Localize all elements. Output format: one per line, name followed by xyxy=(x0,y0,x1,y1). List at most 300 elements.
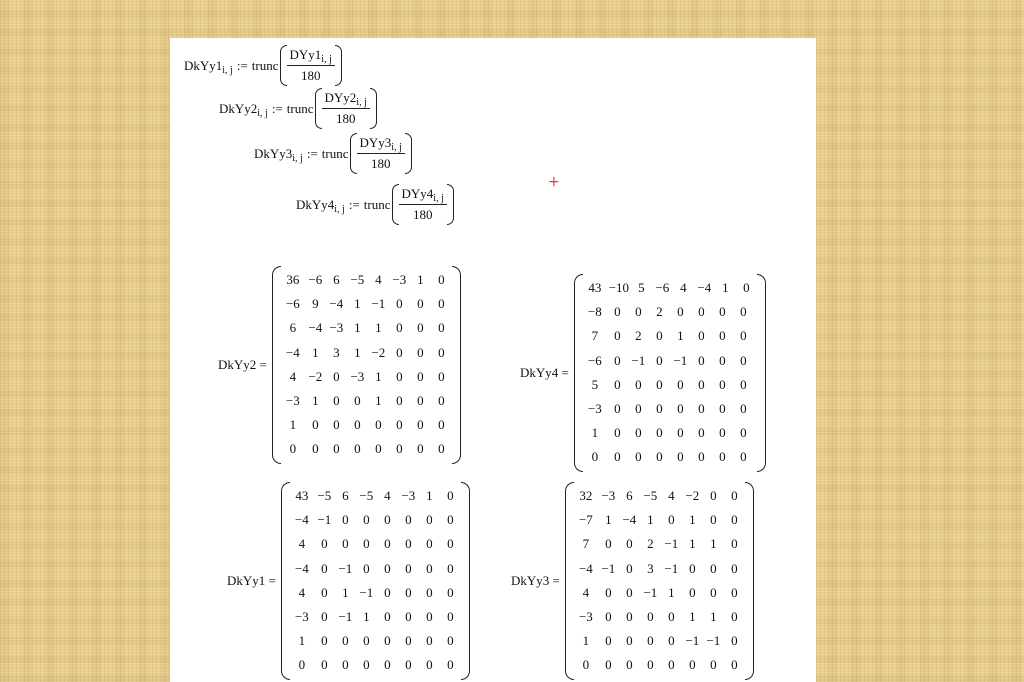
matrix-cell: 0 xyxy=(635,425,642,441)
formula-dkyy1 xyxy=(184,45,342,86)
matrix-cell: 0 xyxy=(396,368,403,384)
matrix-cell: 5 xyxy=(591,376,599,392)
matrix-cell: 43 xyxy=(295,488,309,504)
matrix-cell: 1 xyxy=(312,344,319,360)
matrix-row xyxy=(290,532,461,556)
matrix-cell: 0 xyxy=(743,280,750,296)
matrix-label: DkYy4 = xyxy=(520,364,569,380)
function-parens xyxy=(350,133,412,174)
matrix-cell: 1 xyxy=(689,536,696,552)
matrix-cell: 0 xyxy=(605,633,612,649)
denominator: 180 xyxy=(412,207,433,222)
matrix-cell: −3 xyxy=(329,320,344,336)
assign-operator: := xyxy=(271,100,283,116)
matrix-cell: 1 xyxy=(710,609,717,625)
matrix-cell: 0 xyxy=(698,304,705,320)
matrix-cell: 1 xyxy=(689,512,696,528)
matrix-row xyxy=(574,581,745,605)
matrix-cell: 0 xyxy=(405,657,412,673)
matrix-cell: 0 xyxy=(710,560,717,576)
matrix-cell: 0 xyxy=(677,304,684,320)
matrix-row xyxy=(574,605,745,629)
matrix-cell: 0 xyxy=(614,304,621,320)
matrix-cell: 0 xyxy=(698,328,705,344)
matrix-cell: 0 xyxy=(405,633,412,649)
matrix-row xyxy=(583,349,757,373)
fraction xyxy=(321,88,371,129)
matrix-cell: 1 xyxy=(363,609,370,625)
denominator: 180 xyxy=(300,68,321,83)
matrix-cell: −4 xyxy=(308,320,323,336)
matrix-cell: 0 xyxy=(438,296,445,312)
matrix-cell: −3 xyxy=(578,609,593,625)
matrix-cell: 0 xyxy=(614,352,621,368)
matrix-cell: 2 xyxy=(635,328,642,344)
matrix-cell: 0 xyxy=(438,441,445,457)
matrix-cell: 0 xyxy=(614,425,621,441)
matrix-cell: 0 xyxy=(363,512,370,528)
matrix-cell: 0 xyxy=(698,449,705,465)
matrix-cell: 0 xyxy=(333,368,340,384)
function-name: trunc xyxy=(363,196,391,212)
matrix-cell: 4 xyxy=(289,368,297,384)
denominator: 180 xyxy=(335,111,356,126)
matrix-cell: 0 xyxy=(689,560,696,576)
matrix-cell: −1 xyxy=(601,560,616,576)
matrix-cell: 0 xyxy=(740,425,747,441)
matrix-cell: 0 xyxy=(656,449,663,465)
matrix-cell: 0 xyxy=(426,560,433,576)
matrix-cell: 1 xyxy=(342,584,349,600)
matrix-cell: 0 xyxy=(405,536,412,552)
worksheet xyxy=(170,38,816,682)
function-parens xyxy=(392,184,454,225)
matrix-cell: 0 xyxy=(354,441,361,457)
matrix-row xyxy=(290,557,461,581)
matrix-cell: −2 xyxy=(371,344,386,360)
matrix-cell: 1 xyxy=(354,344,361,360)
matrix-cell: −6 xyxy=(308,272,323,288)
matrix-cell: 0 xyxy=(656,328,663,344)
matrix-cell: 0 xyxy=(710,512,717,528)
matrix-cell: 0 xyxy=(438,393,445,409)
numerator-index: i, j xyxy=(321,54,332,65)
formula-index: i, j xyxy=(257,107,268,119)
matrix-row xyxy=(290,508,461,532)
fraction xyxy=(286,45,336,86)
matrix-cell: 32 xyxy=(579,488,593,504)
matrix-cell: 0 xyxy=(710,584,717,600)
matrix-cell: 0 xyxy=(447,536,454,552)
numerator-index: i, j xyxy=(356,97,367,108)
matrix-body xyxy=(272,266,461,464)
function-name: trunc xyxy=(286,100,314,116)
matrix-cell: 1 xyxy=(689,609,696,625)
matrix-dkyy1 xyxy=(227,482,470,680)
matrix-cell: 6 xyxy=(289,320,297,336)
matrix-cell: 0 xyxy=(384,657,391,673)
matrix-cell: −5 xyxy=(317,488,332,504)
matrix-cell: 0 xyxy=(447,488,454,504)
matrix-cell: −6 xyxy=(587,352,602,368)
formula-name: DkYy2 xyxy=(219,100,258,116)
matrix-cell: 1 xyxy=(375,393,382,409)
matrix-cell: 0 xyxy=(719,352,726,368)
matrix-cell: 0 xyxy=(719,328,726,344)
matrix-cell: 0 xyxy=(740,376,747,392)
matrix-cell: 0 xyxy=(698,352,705,368)
formula-dkyy4 xyxy=(296,184,454,225)
matrix-cell: 0 xyxy=(626,633,633,649)
matrix-row xyxy=(574,484,745,508)
matrix-row xyxy=(574,532,745,556)
matrix-row xyxy=(281,413,452,437)
matrix-cell: 0 xyxy=(731,560,738,576)
matrix-cell: 0 xyxy=(677,449,684,465)
matrix-cell: 0 xyxy=(668,609,675,625)
matrix-cell: 0 xyxy=(363,633,370,649)
matrix-cell: 0 xyxy=(405,609,412,625)
matrix-cell: 0 xyxy=(396,441,403,457)
matrix-cell: 0 xyxy=(635,401,642,417)
matrix-cell: −4 xyxy=(622,512,637,528)
matrix-cell: 0 xyxy=(375,441,382,457)
denominator: 180 xyxy=(370,156,391,171)
matrix-cell: 0 xyxy=(731,657,738,673)
matrix-row xyxy=(281,365,452,389)
matrix-cell: 0 xyxy=(731,512,738,528)
matrix-cell: −1 xyxy=(359,584,374,600)
matrix-cell: −1 xyxy=(631,352,646,368)
numerator-index: i, j xyxy=(391,142,402,153)
matrix-cell: 0 xyxy=(647,609,654,625)
matrix-cell: 0 xyxy=(719,449,726,465)
matrix-cell: 5 xyxy=(638,280,645,296)
matrix-cell: −4 xyxy=(294,560,309,576)
matrix-cell: 0 xyxy=(417,296,424,312)
matrix-row xyxy=(281,389,452,413)
matrix-cell: 0 xyxy=(342,657,349,673)
matrix-row xyxy=(281,268,452,292)
matrix-cell: 0 xyxy=(591,449,599,465)
function-parens xyxy=(280,45,342,86)
matrix-cell: 0 xyxy=(605,657,612,673)
matrix-cell: 0 xyxy=(396,393,403,409)
matrix-cell: 0 xyxy=(447,609,454,625)
matrix-cell: 0 xyxy=(321,657,328,673)
matrix-cell: 0 xyxy=(342,633,349,649)
matrix-cell: 0 xyxy=(656,425,663,441)
matrix-cell: 6 xyxy=(333,272,340,288)
matrix-cell: −1 xyxy=(317,512,332,528)
matrix-cell: 0 xyxy=(426,536,433,552)
matrix-cell: 1 xyxy=(375,320,382,336)
matrix-cell: 0 xyxy=(342,536,349,552)
matrix-cell: 0 xyxy=(447,657,454,673)
matrix-cell: 1 xyxy=(668,584,675,600)
matrix-cell: 0 xyxy=(626,560,633,576)
matrix-cell: −5 xyxy=(359,488,374,504)
matrix-cell: 0 xyxy=(312,417,319,433)
matrix-cell: 0 xyxy=(354,393,361,409)
matrix-cell: −6 xyxy=(655,280,670,296)
formula-index: i, j xyxy=(222,64,233,76)
matrix-row xyxy=(281,437,452,461)
matrix-dkyy3 xyxy=(511,482,754,680)
matrix-cell: 0 xyxy=(396,320,403,336)
matrix-cell: 4 xyxy=(375,272,382,288)
matrix-label: DkYy3 = xyxy=(511,572,560,588)
matrix-cell: 0 xyxy=(405,560,412,576)
matrix-cell: 0 xyxy=(626,609,633,625)
matrix-cell: 0 xyxy=(384,633,391,649)
matrix-cell: 0 xyxy=(614,376,621,392)
matrix-cell: 0 xyxy=(363,560,370,576)
assign-operator: := xyxy=(306,145,318,161)
matrix-row xyxy=(290,605,461,629)
matrix-cell: −3 xyxy=(401,488,416,504)
matrix-cell: 0 xyxy=(656,401,663,417)
matrix-cell: 0 xyxy=(426,609,433,625)
matrix-cell: 0 xyxy=(740,304,747,320)
formula-index: i, j xyxy=(292,152,303,164)
matrix-cell: −3 xyxy=(350,368,365,384)
numerator: DYy4 xyxy=(401,186,434,201)
matrix-cell: −3 xyxy=(294,609,309,625)
matrix-cell: −3 xyxy=(587,401,602,417)
matrix-row xyxy=(583,445,757,469)
matrix-cell: 0 xyxy=(426,633,433,649)
matrix-cell: 0 xyxy=(635,304,642,320)
matrix-cell: 0 xyxy=(417,344,424,360)
formula-name: DkYy3 xyxy=(254,145,293,161)
matrix-cell: 0 xyxy=(719,304,726,320)
matrix-cell: −2 xyxy=(685,488,700,504)
matrix-cell: −4 xyxy=(329,296,344,312)
matrix-cell: −1 xyxy=(664,536,679,552)
matrix-cell: 0 xyxy=(447,560,454,576)
matrix-cell: 2 xyxy=(647,536,654,552)
assign-operator: := xyxy=(236,57,248,73)
matrix-cell: 1 xyxy=(647,512,654,528)
formula-name: DkYy4 xyxy=(296,196,335,212)
matrix-cell: 0 xyxy=(698,425,705,441)
matrix-cell: 1 xyxy=(312,393,319,409)
matrix-cell: 0 xyxy=(689,584,696,600)
matrix-cell: 6 xyxy=(626,488,633,504)
matrix-cell: 0 xyxy=(375,417,382,433)
matrix-label: DkYy1 = xyxy=(227,572,276,588)
matrix-cell: 0 xyxy=(719,401,726,417)
matrix-cell: 0 xyxy=(740,328,747,344)
matrix-cell: 0 xyxy=(614,328,621,344)
matrix-cell: −10 xyxy=(608,280,630,296)
matrix-cell: 0 xyxy=(417,320,424,336)
matrix-cell: 0 xyxy=(447,633,454,649)
matrix-row xyxy=(583,324,757,348)
matrix-row xyxy=(574,508,745,532)
matrix-cell: 0 xyxy=(677,376,684,392)
matrix-cell: −4 xyxy=(697,280,712,296)
matrix-cell: −3 xyxy=(285,393,300,409)
matrix-body xyxy=(565,482,754,680)
matrix-cell: 0 xyxy=(384,584,391,600)
matrix-cell: 0 xyxy=(740,401,747,417)
matrix-cell: 0 xyxy=(438,320,445,336)
matrix-cell: 0 xyxy=(333,441,340,457)
matrix-row xyxy=(574,557,745,581)
matrix-cell: 0 xyxy=(321,536,328,552)
matrix-cell: −1 xyxy=(706,633,721,649)
matrix-cell: 0 xyxy=(677,401,684,417)
matrix-cell: 7 xyxy=(582,536,590,552)
matrix-row xyxy=(281,316,452,340)
matrix-row xyxy=(290,629,461,653)
matrix-row xyxy=(290,484,461,508)
matrix-cell: −1 xyxy=(685,633,700,649)
matrix-cell: 0 xyxy=(698,376,705,392)
matrix-cell: 1 xyxy=(605,512,612,528)
function-name: trunc xyxy=(321,145,349,161)
matrix-cell: 0 xyxy=(635,449,642,465)
formula-dkyy3 xyxy=(254,133,412,174)
matrix-cell: 0 xyxy=(731,609,738,625)
matrix-cell: 1 xyxy=(417,272,424,288)
matrix-cell: 36 xyxy=(286,272,300,288)
matrix-cell: 6 xyxy=(342,488,349,504)
matrix-cell: 1 xyxy=(722,280,729,296)
matrix-cell: 0 xyxy=(333,417,340,433)
numerator: DYy2 xyxy=(324,90,357,105)
matrix-row xyxy=(290,653,461,677)
matrix-row xyxy=(583,300,757,324)
matrix-cell: 1 xyxy=(354,296,361,312)
matrix-cell: 1 xyxy=(426,488,433,504)
matrix-label: DkYy2 = xyxy=(218,356,267,372)
matrix-cell: −4 xyxy=(294,512,309,528)
matrix-cell: 0 xyxy=(363,536,370,552)
matrix-cell: 0 xyxy=(363,657,370,673)
function-parens xyxy=(315,88,377,129)
matrix-row xyxy=(583,276,757,300)
matrix-cell: 9 xyxy=(312,296,319,312)
matrix-body xyxy=(574,274,766,472)
matrix-cell: 0 xyxy=(668,633,675,649)
matrix-cell: 0 xyxy=(333,393,340,409)
assign-operator: := xyxy=(348,196,360,212)
matrix-cell: 4 xyxy=(384,488,391,504)
matrix-cell: 0 xyxy=(626,536,633,552)
matrix-cell: 0 xyxy=(289,441,297,457)
matrix-cell: 0 xyxy=(626,584,633,600)
formula-name: DkYy1 xyxy=(184,57,223,73)
matrix-dkyy2 xyxy=(218,266,461,464)
matrix-cell: −1 xyxy=(664,560,679,576)
matrix-cell: 1 xyxy=(582,633,590,649)
matrix-cell: 0 xyxy=(605,609,612,625)
matrix-body xyxy=(281,482,470,680)
matrix-cell: 0 xyxy=(321,609,328,625)
matrix-cell: 0 xyxy=(447,512,454,528)
matrix-cell: −3 xyxy=(392,272,407,288)
matrix-cell: −3 xyxy=(601,488,616,504)
matrix-cell: −1 xyxy=(338,560,353,576)
matrix-cell: 0 xyxy=(656,352,663,368)
matrix-cell: 0 xyxy=(438,272,445,288)
matrix-cell: 0 xyxy=(614,449,621,465)
matrix-dkyy4 xyxy=(520,274,766,472)
formula-index: i, j xyxy=(334,203,345,215)
matrix-cell: 0 xyxy=(321,633,328,649)
matrix-cell: 7 xyxy=(591,328,599,344)
matrix-cell: 0 xyxy=(321,560,328,576)
matrix-cell: −1 xyxy=(643,584,658,600)
matrix-cell: 0 xyxy=(426,584,433,600)
fraction xyxy=(356,133,406,174)
matrix-cell: 4 xyxy=(298,584,306,600)
matrix-cell: −5 xyxy=(350,272,365,288)
insertion-cursor-icon[interactable]: + xyxy=(548,174,560,190)
function-name: trunc xyxy=(251,57,279,73)
matrix-cell: 3 xyxy=(333,344,340,360)
matrix-cell: −8 xyxy=(587,304,602,320)
matrix-row xyxy=(583,397,757,421)
matrix-row xyxy=(583,421,757,445)
fraction xyxy=(398,184,448,225)
matrix-cell: 0 xyxy=(668,512,675,528)
matrix-cell: 0 xyxy=(647,633,654,649)
matrix-cell: 1 xyxy=(677,328,684,344)
matrix-cell: 3 xyxy=(647,560,654,576)
matrix-cell: 0 xyxy=(417,441,424,457)
matrix-cell: 0 xyxy=(605,584,612,600)
matrix-row xyxy=(583,373,757,397)
matrix-cell: 0 xyxy=(731,584,738,600)
matrix-cell: −4 xyxy=(285,344,300,360)
matrix-cell: 0 xyxy=(656,376,663,392)
numerator: DYy1 xyxy=(289,47,322,62)
matrix-cell: 0 xyxy=(405,584,412,600)
matrix-cell: 0 xyxy=(417,393,424,409)
matrix-cell: 0 xyxy=(384,609,391,625)
matrix-cell: −7 xyxy=(578,512,593,528)
matrix-cell: 4 xyxy=(668,488,675,504)
matrix-cell: 0 xyxy=(647,657,654,673)
matrix-cell: −1 xyxy=(371,296,386,312)
matrix-cell: 0 xyxy=(342,512,349,528)
matrix-cell: 0 xyxy=(731,633,738,649)
matrix-cell: 0 xyxy=(626,657,633,673)
matrix-cell: −6 xyxy=(285,296,300,312)
matrix-cell: 0 xyxy=(396,344,403,360)
numerator: DYy3 xyxy=(359,135,392,150)
matrix-cell: 0 xyxy=(447,584,454,600)
matrix-cell: 4 xyxy=(582,584,590,600)
matrix-cell: 0 xyxy=(354,417,361,433)
matrix-cell: 0 xyxy=(710,657,717,673)
matrix-cell: 0 xyxy=(582,657,590,673)
matrix-cell: −2 xyxy=(308,368,323,384)
matrix-cell: 0 xyxy=(605,536,612,552)
matrix-cell: 2 xyxy=(656,304,663,320)
matrix-cell: 0 xyxy=(384,560,391,576)
matrix-cell: 0 xyxy=(740,352,747,368)
matrix-cell: 0 xyxy=(635,376,642,392)
matrix-cell: 0 xyxy=(321,584,328,600)
matrix-row xyxy=(290,581,461,605)
matrix-row xyxy=(574,629,745,653)
matrix-cell: 4 xyxy=(680,280,687,296)
